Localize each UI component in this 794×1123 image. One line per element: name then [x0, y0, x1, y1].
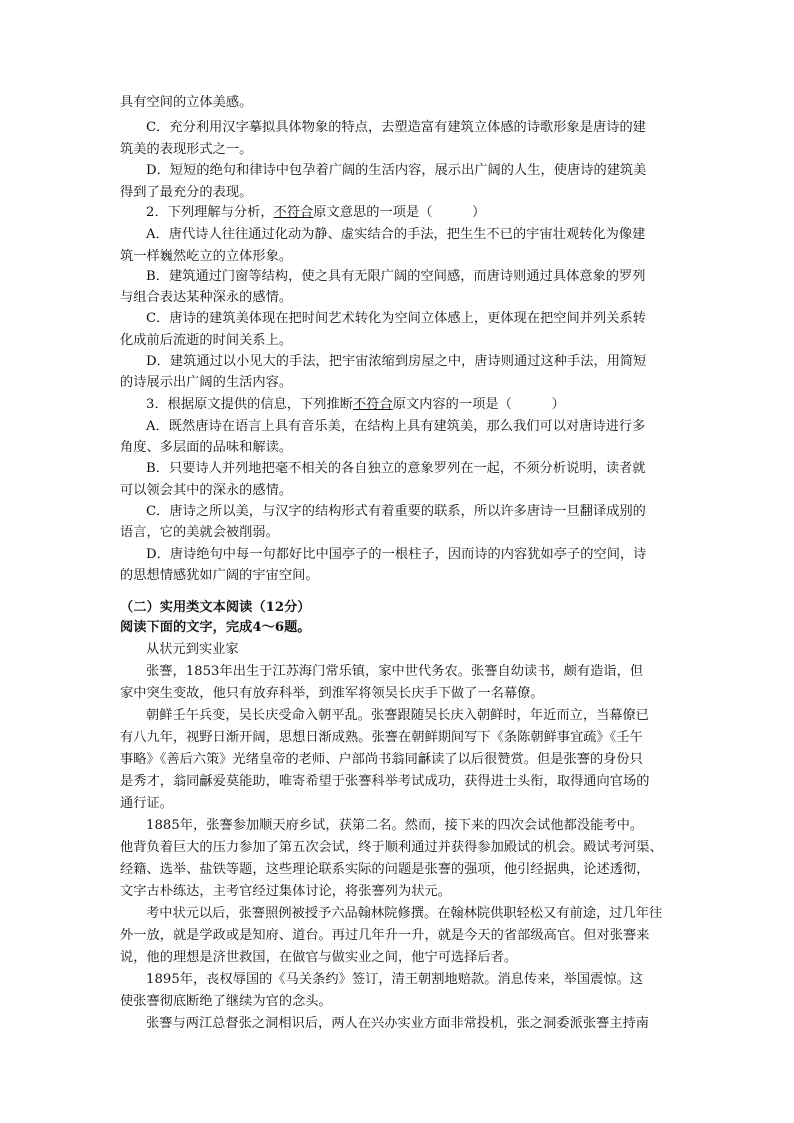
option-line: D．短短的绝句和律诗中包孕着广阔的生活内容，展示出广阔的人生，使唐诗的建筑美	[146, 163, 647, 178]
question-line: 3．根据原文提供的信息，下列推断不符合原文内容的一项是（ ）	[146, 397, 565, 412]
text-line: 具有空间的立体美感。	[120, 95, 253, 110]
option-line: C．唐诗的建筑美体现在把时间艺术转化为空间立体感上，更体现在把空间并列关系转	[146, 311, 646, 326]
text-line: 角度、多层面的品味和解读。	[120, 440, 293, 455]
option-line: D．建筑通过以小见大的手法，把宇宙浓缩到房屋之中，唐诗则通过这种手法，用简短	[146, 354, 647, 369]
paragraph-line: 1895年，丧权辱国的《马关条约》签订，清王朝割地赔款。消息传来，举国震惊。这	[146, 972, 644, 987]
section-instruction: 阅读下面的文字，完成4～6题。	[120, 620, 311, 635]
emphasis-underline: 不符合	[353, 397, 393, 412]
option-line: C．充分利用汉字摹拟具体物象的特点，去塑造富有建筑立体感的诗歌形象是唐诗的建	[146, 120, 646, 135]
text-line: 化成前后流逝的时间关系上。	[120, 333, 293, 348]
text-line: 的思想情感犹如广阔的宇宙空间。	[120, 568, 319, 583]
option-line: D．唐诗绝句中每一句都好比中国亭子的一根柱子，因而诗的内容犹如亭子的空间，诗	[146, 547, 647, 562]
text-line: 得到了最充分的表现。	[120, 185, 253, 200]
text-line: 筑美的表现形式之一。	[120, 142, 253, 157]
paragraph-line: 考中状元以后，张謇照例被授予六品翰林院修撰。在翰林院供职轻松又有前途，过几年往	[146, 906, 663, 921]
paragraph-line: 经籍、选举、盐铁等题，这些理论联系实际的问题是张謇的强项，他引经据典，论述透彻，	[120, 862, 650, 877]
paragraph-line: 他背负着巨大的压力参加了第五次会试，终于顺利通过并获得参加殿试的机会。殿试考河渠、	[120, 840, 663, 855]
paragraph-line: 使张謇彻底断绝了继续为官的念头。	[120, 994, 332, 1009]
option-line: A．既然唐诗在语言上具有音乐美，在结构上具有建筑美，那么我们可以对唐诗进行多	[146, 419, 646, 434]
option-line: B．只要诗人并列地把毫不相关的各自独立的意象罗列在一起，不须分析说明，读者就	[146, 461, 646, 476]
text-line: 筑一样巍然屹立的立体形象。	[120, 249, 293, 264]
paragraph-line: 说，他的理想是济世救国，在做官与做实业之间，他宁可选择后者。	[120, 950, 518, 965]
option-line: B．建筑通过门窗等结构，使之具有无限广阔的空间感，而唐诗则通过具体意象的罗列	[146, 269, 646, 284]
paragraph-line: 通行证。	[120, 796, 173, 811]
paragraph-line: 家中突生变故，他只有放弃科举，到淮军将领吴长庆手下做了一名幕僚。	[120, 686, 544, 701]
paragraph-line: 文字古朴练达，主考官经过集体讨论，将张謇列为状元。	[120, 884, 451, 899]
paragraph-line: 是秀才，翁同龢爱莫能助，唯寄希望于张謇科举考试成功，获得进士头衔，取得通向官场的	[120, 774, 650, 789]
paragraph-line: 1885年，张謇参加顺天府乡试，获第二名。然而，接下来的四次会试他都没能考中。	[146, 818, 644, 833]
emphasis-underline: 不符合	[273, 205, 314, 220]
paragraph-line: 朝鲜壬午兵变，吴长庆受命入朝平乱。张謇跟随吴长庆入朝鲜时，年近而立，当幕僚已	[146, 708, 650, 723]
text-line: 语言，它的美就会被削弱。	[120, 525, 279, 540]
section-heading: （二）实用类文本阅读（12分）	[120, 600, 311, 615]
paragraph-line: 有八九年，视野日渐开阔，思想日渐成熟。张謇在朝鲜期间写下《条陈朝鲜事宜疏》《壬午	[120, 730, 643, 745]
article-title: 从状元到实业家	[146, 642, 239, 657]
question-line: 2．下列理解与分析，不符合原文意思的一项是（ ）	[146, 205, 486, 220]
text-line: 可以领会其中的深永的感情。	[120, 483, 293, 498]
option-line: C．唐诗之所以美，与汉字的结构形式有着重要的联系，所以许多唐诗一旦翻译成别的	[146, 504, 646, 519]
paragraph-line: 外一放，就是学政或是知府、道台。再过几年升一升，就是今天的省部级高官。但对张謇来	[120, 928, 650, 943]
paragraph-line: 张謇，1853年出生于江苏海门常乐镇，家中世代务农。张謇自幼读书，颇有造诣，但	[146, 664, 644, 679]
option-line: A．唐代诗人往往通过化动为静、虚实结合的手法，把生生不已的宇宙壮观转化为像建	[146, 227, 646, 242]
text-line: 与组合表达某种深永的感情。	[120, 290, 293, 305]
paragraph-line: 张謇与两江总督张之洞相识后，两人在兴办实业方面非常投机，张之洞委派张謇主持南	[146, 1016, 650, 1031]
paragraph-line: 事略》《善后六策》光绪皇帝的老师、户部尚书翁同龢读了以后很赞赏。但是张謇的身份只	[120, 752, 643, 767]
text-line: 的诗展示出广阔的生活内容。	[120, 375, 293, 390]
